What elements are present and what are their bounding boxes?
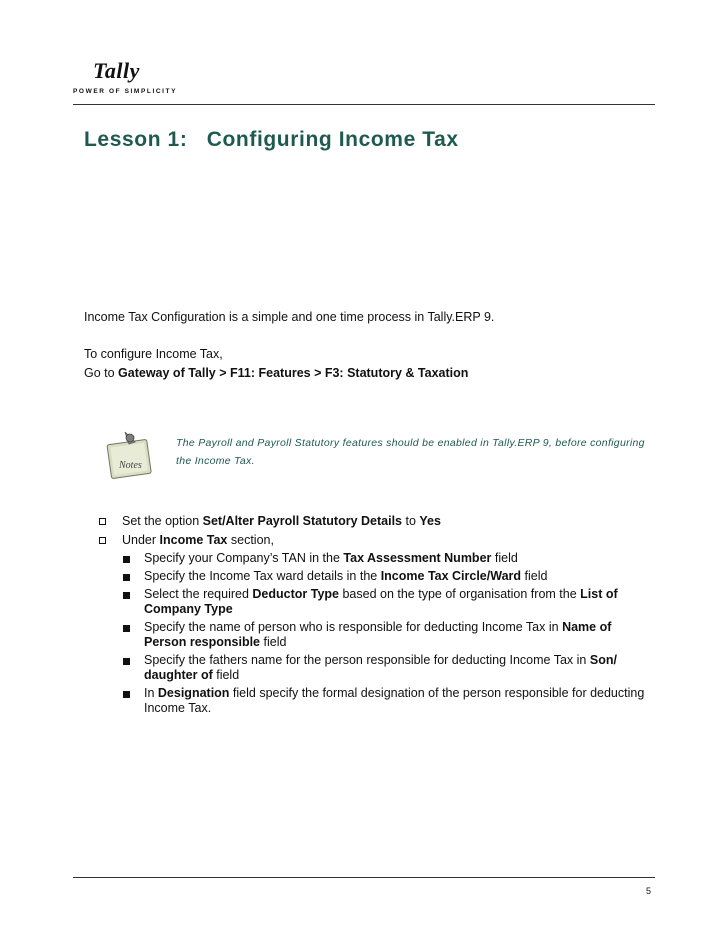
sub-list-item: Select the required Deductor Type based on the type of organisation from the List of Company Type	[96, 587, 656, 617]
goto-paragraph	[84, 366, 468, 380]
goto-prefix: Go to	[84, 366, 119, 380]
sub-list-item: In Designation field specify the formal designation of the person responsible for deducting Income Tax.	[96, 686, 656, 716]
sub-list-item: Specify your Company’s TAN in the Tax Assessment Number field	[96, 551, 656, 566]
sub-list	[96, 551, 656, 716]
square-bullet-icon	[99, 518, 106, 525]
tally-logo	[73, 56, 178, 100]
list-item: Set the option Set/Alter Payroll Statutory Details to Yes	[96, 514, 656, 529]
note-text: The Payroll and Payroll Statutory features should be enabled in Tally.ERP 9, before configuring the Income Tax.	[176, 437, 645, 467]
filled-square-bullet-icon	[123, 625, 130, 632]
menu-path: Gateway of Tally > F11: Features > F3: Statutory & Taxation	[118, 366, 469, 380]
intro-paragraph: Income Tax Configuration is a simple and one time process in Tally.ERP 9.	[84, 310, 495, 324]
filled-square-bullet-icon	[123, 658, 130, 665]
filled-square-bullet-icon	[123, 592, 130, 599]
lesson-title: Lesson 1: Configuring Income Tax	[84, 128, 459, 151]
filled-square-bullet-icon	[123, 691, 130, 698]
page-number: 5	[646, 886, 652, 896]
footer-rule	[73, 877, 655, 878]
instruction-list	[96, 514, 656, 720]
list-item: Under Income Tax section, Specify your Company’s TAN in the Tax Assessment Number field Specify the Income Tax ward details in the Income Tax Circle/Ward field Select the required Deductor Type based on the type of organisation from the List of Company Type Specify the name of person who is responsible for deducting Income Tax in Name of Person responsible field Specify the fathers name for the person responsible for deducting Income Tax in Son/ daughter of field In Designation field specify the formal designation of the person responsible for deducting Income Tax.	[96, 533, 656, 716]
notes-icon	[103, 428, 155, 484]
sub-list-item: Specify the fathers name for the person responsible for deducting Income Tax in Son/ daughter of field	[96, 653, 656, 683]
header-rule	[73, 104, 655, 105]
logo-wordmark: Tally	[93, 58, 140, 83]
filled-square-bullet-icon	[123, 556, 130, 563]
notes-icon-label: Notes	[119, 460, 142, 471]
sub-list-item: Specify the name of person who is responsible for deducting Income Tax in Name of Person responsible field	[96, 620, 656, 650]
square-bullet-icon	[99, 537, 106, 544]
sub-list-item: Specify the Income Tax ward details in the Income Tax Circle/Ward field	[96, 569, 656, 584]
configure-paragraph: To configure Income Tax,	[84, 347, 223, 361]
logo-tagline: POWER OF SIMPLICITY	[73, 88, 178, 95]
filled-square-bullet-icon	[123, 574, 130, 581]
